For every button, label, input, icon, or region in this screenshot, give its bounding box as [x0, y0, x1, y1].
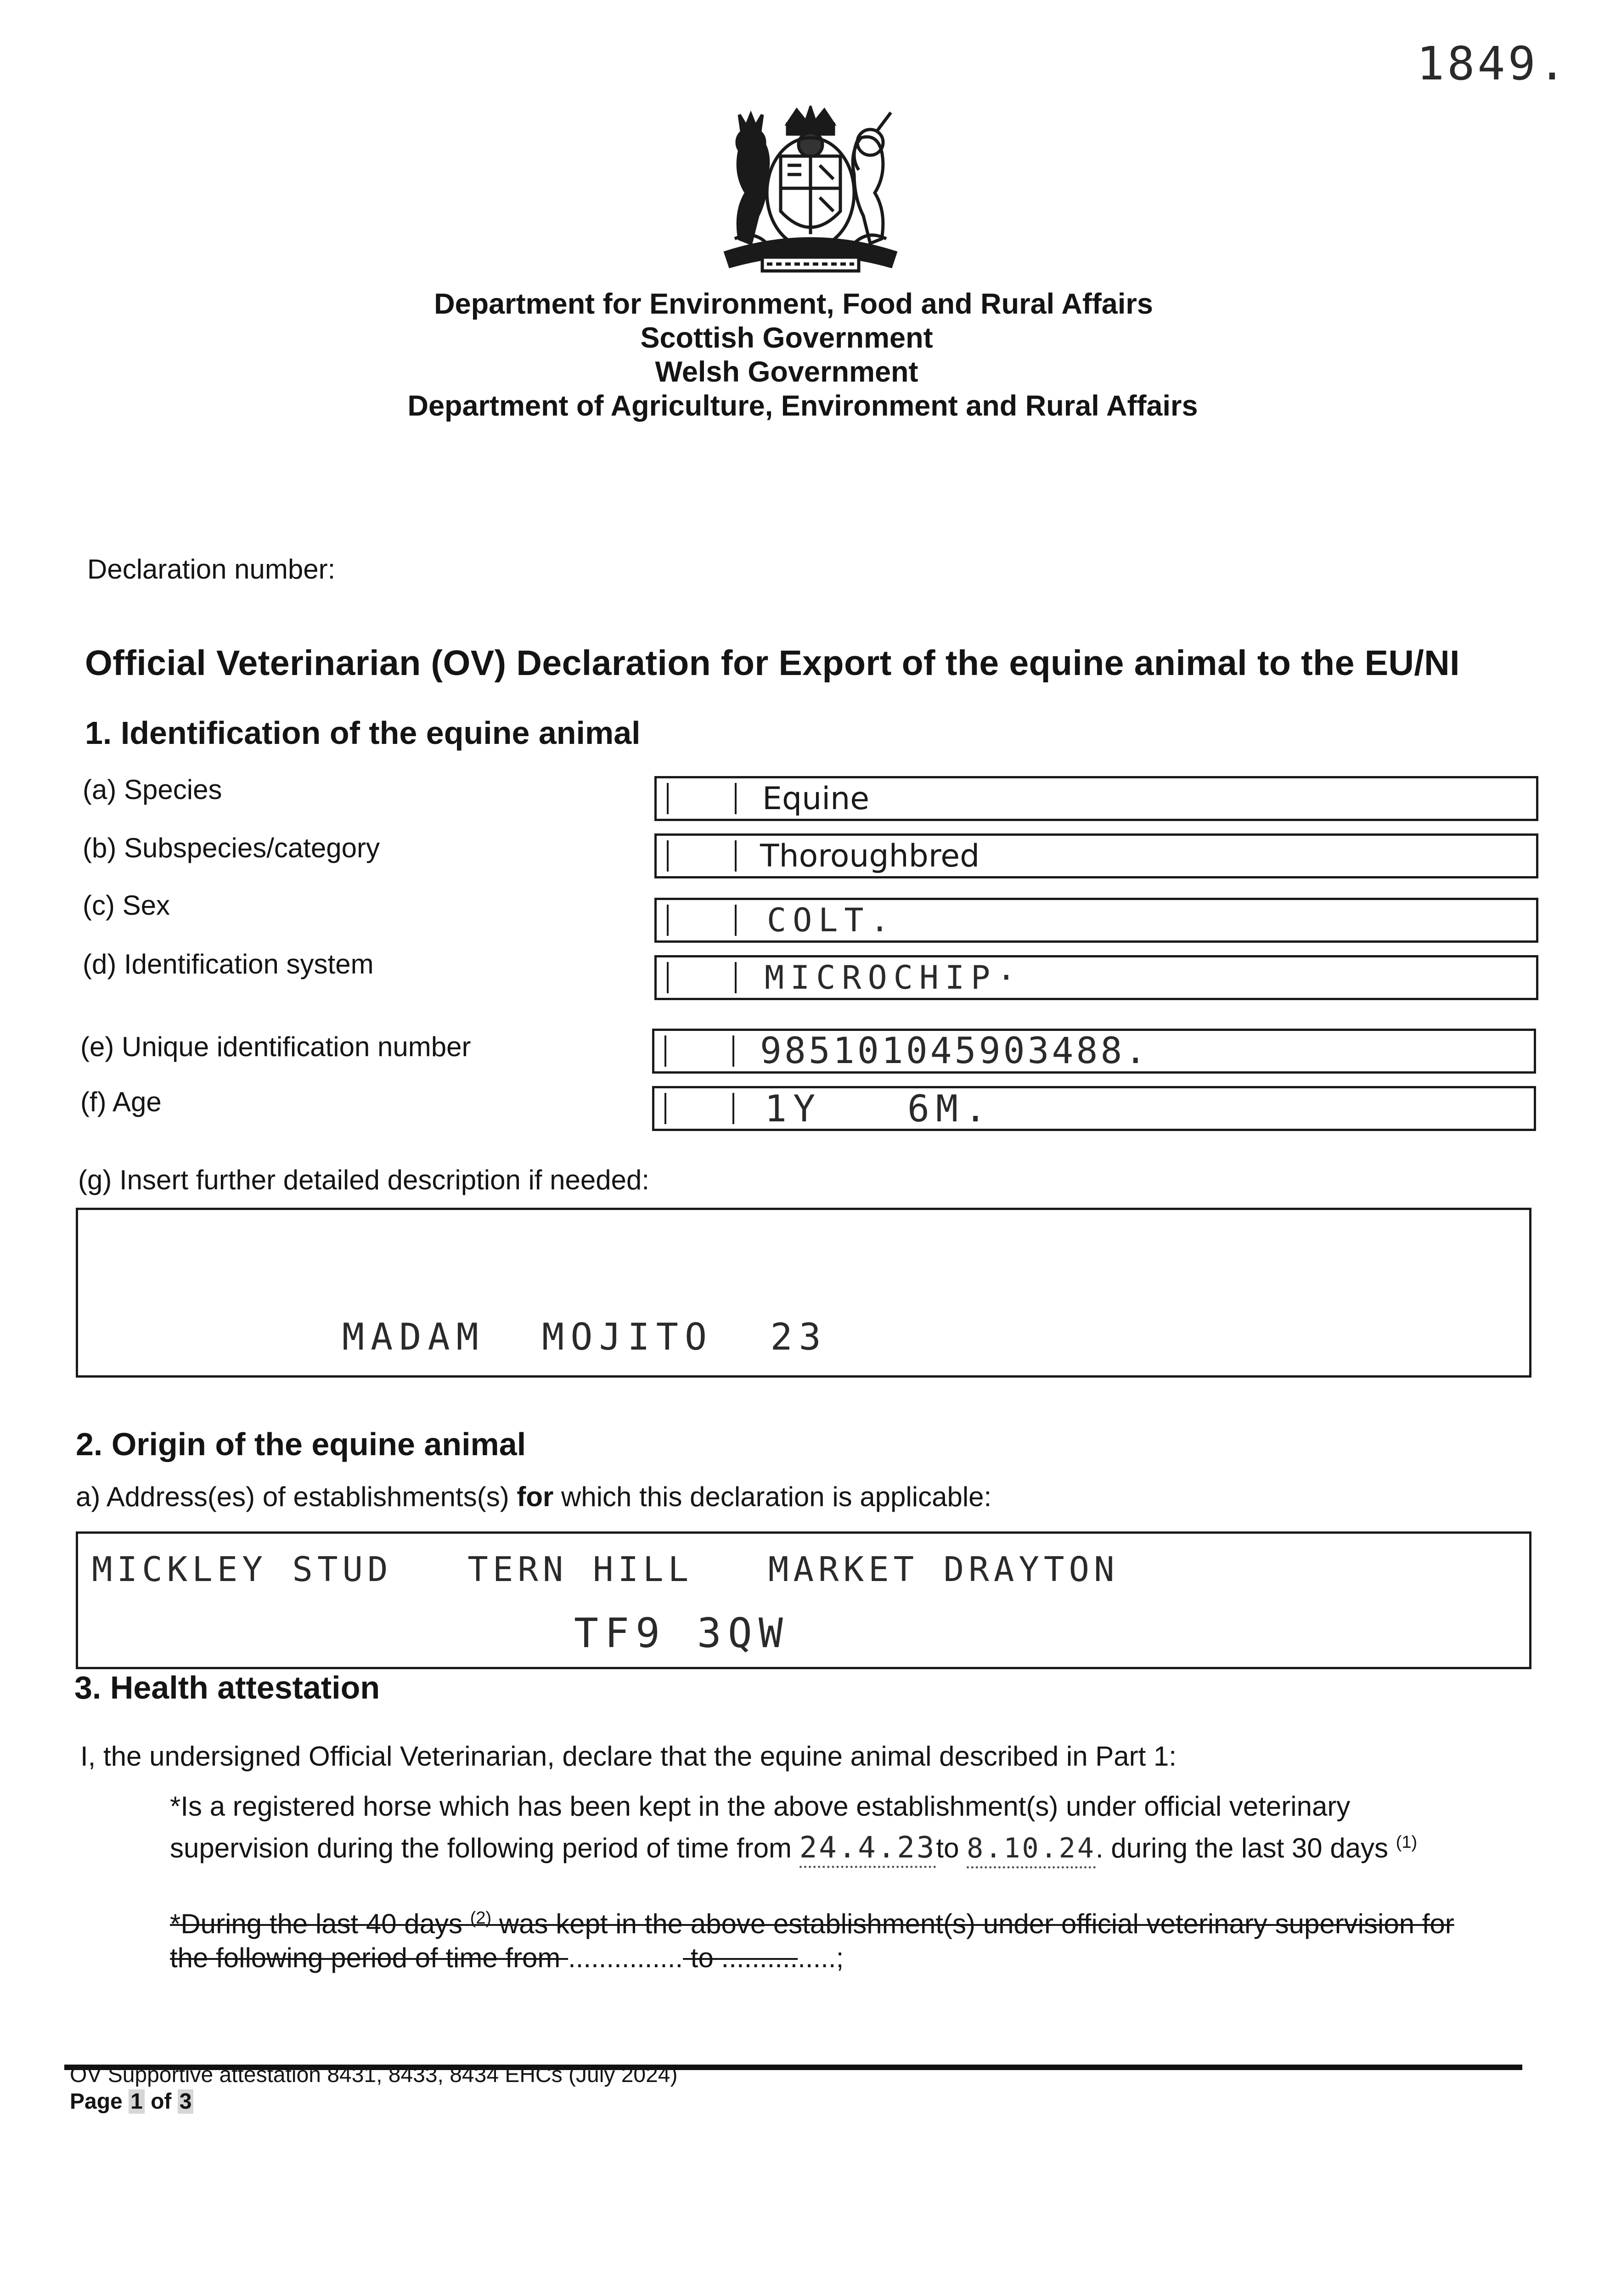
- species-value: Equine: [762, 780, 870, 817]
- subspecies-field[interactable]: [654, 833, 1538, 878]
- address-line2: TF9 3QW: [574, 1609, 789, 1657]
- address-label: [76, 1481, 991, 1513]
- further-description-value: MADAM MOJITO 23: [342, 1316, 828, 1358]
- field-label-id-system: (d) Identification system: [83, 949, 374, 979]
- department-scottish-gov: Scottish Government: [640, 322, 933, 354]
- footnote-1: (1): [1396, 1833, 1418, 1852]
- royal-coat-of-arms: [707, 106, 914, 280]
- from-date-value[interactable]: 24.4.23: [799, 1830, 936, 1868]
- address-line1: MICKLEY STUD TERN HILL MARKET DRAYTON: [92, 1550, 1119, 1589]
- field-label-sex: (c) Sex: [83, 890, 170, 921]
- department-daera: Department of Agriculture, Environment and Rural Affairs: [407, 390, 1198, 422]
- identification-system-field[interactable]: [654, 955, 1538, 1000]
- address-label-bold: for: [517, 1481, 554, 1512]
- address-label-pre: a) Address(es) of establishments(s): [76, 1481, 517, 1512]
- attestation-para2: [170, 1901, 1454, 1975]
- form-title: Official Veterinarian (OV) Declaration for Export of the equine animal to the EU/NI: [85, 643, 1460, 683]
- field-label-subspecies: (b) Subspecies/category: [83, 833, 380, 863]
- address-box[interactable]: [76, 1531, 1531, 1669]
- sex-field[interactable]: [654, 898, 1538, 943]
- department-welsh-gov: Welsh Government: [655, 356, 918, 388]
- section2-heading: 2. Origin of the equine animal: [76, 1426, 526, 1462]
- attestation-para1: [170, 1789, 1417, 1868]
- address-label-post: which this declaration is applicable:: [553, 1481, 992, 1512]
- para2-line2: the following period of time from ............... to ...............;: [170, 1942, 844, 1973]
- age-field[interactable]: [652, 1086, 1536, 1131]
- identification-system-value: MICROCHIP·: [765, 959, 1023, 996]
- section1-heading: 1. Identification of the equine animal: [85, 715, 641, 751]
- department-names: [0, 287, 1610, 423]
- unique-id-field[interactable]: [652, 1029, 1536, 1074]
- subspecies-value: Thoroughbred: [760, 838, 980, 874]
- field-label-species: (a) Species: [83, 774, 222, 805]
- footer-page-number: Page 1 of 3: [70, 2088, 677, 2115]
- footnote-2: (2): [470, 1908, 492, 1928]
- field-label-unique-id: (e) Unique identification number: [80, 1031, 471, 1062]
- field-label-age: (f) Age: [80, 1086, 162, 1117]
- sex-value: COLT.: [767, 901, 896, 939]
- para2-line1: *During the last 40 days $^{(2)}$ was kept in the above establishment(s) under official veterinary supervision for: [170, 1908, 1454, 1939]
- crest-icon: [707, 106, 914, 280]
- species-field[interactable]: [654, 776, 1538, 821]
- footer-attestation-ref: OV Supportive attestation 8431, 8433, 8434 EHCs (July 2024): [70, 2063, 678, 2087]
- para1-line1: *Is a registered horse which has been kept in the above establishment(s) under official veterinary: [170, 1791, 1351, 1822]
- to-date-value[interactable]: 8.10.24: [967, 1830, 1096, 1868]
- declaration-number-label: Declaration number:: [87, 554, 336, 585]
- further-description-box[interactable]: [76, 1208, 1531, 1378]
- age-value: 1Y 6M.: [765, 1087, 993, 1130]
- footer: [70, 2062, 677, 2115]
- handwritten-page-number: 1849.: [1417, 37, 1569, 90]
- further-description-label: (g) Insert further detailed description if needed:: [78, 1165, 650, 1195]
- health-attestation-intro: I, the undersigned Official Veterinarian, declare that the equine animal described in Part 1:: [80, 1741, 1177, 1772]
- department-defra: Department for Environment, Food and Rural Affairs: [434, 288, 1153, 320]
- para1-line2: supervision during the following period of time from 24.4.23to 8.10.24. during the last 30 days $^{(1)}$: [170, 1824, 1417, 1868]
- unique-id-value: 985101045903488.: [760, 1030, 1149, 1072]
- section3-heading: 3. Health attestation: [74, 1670, 380, 1705]
